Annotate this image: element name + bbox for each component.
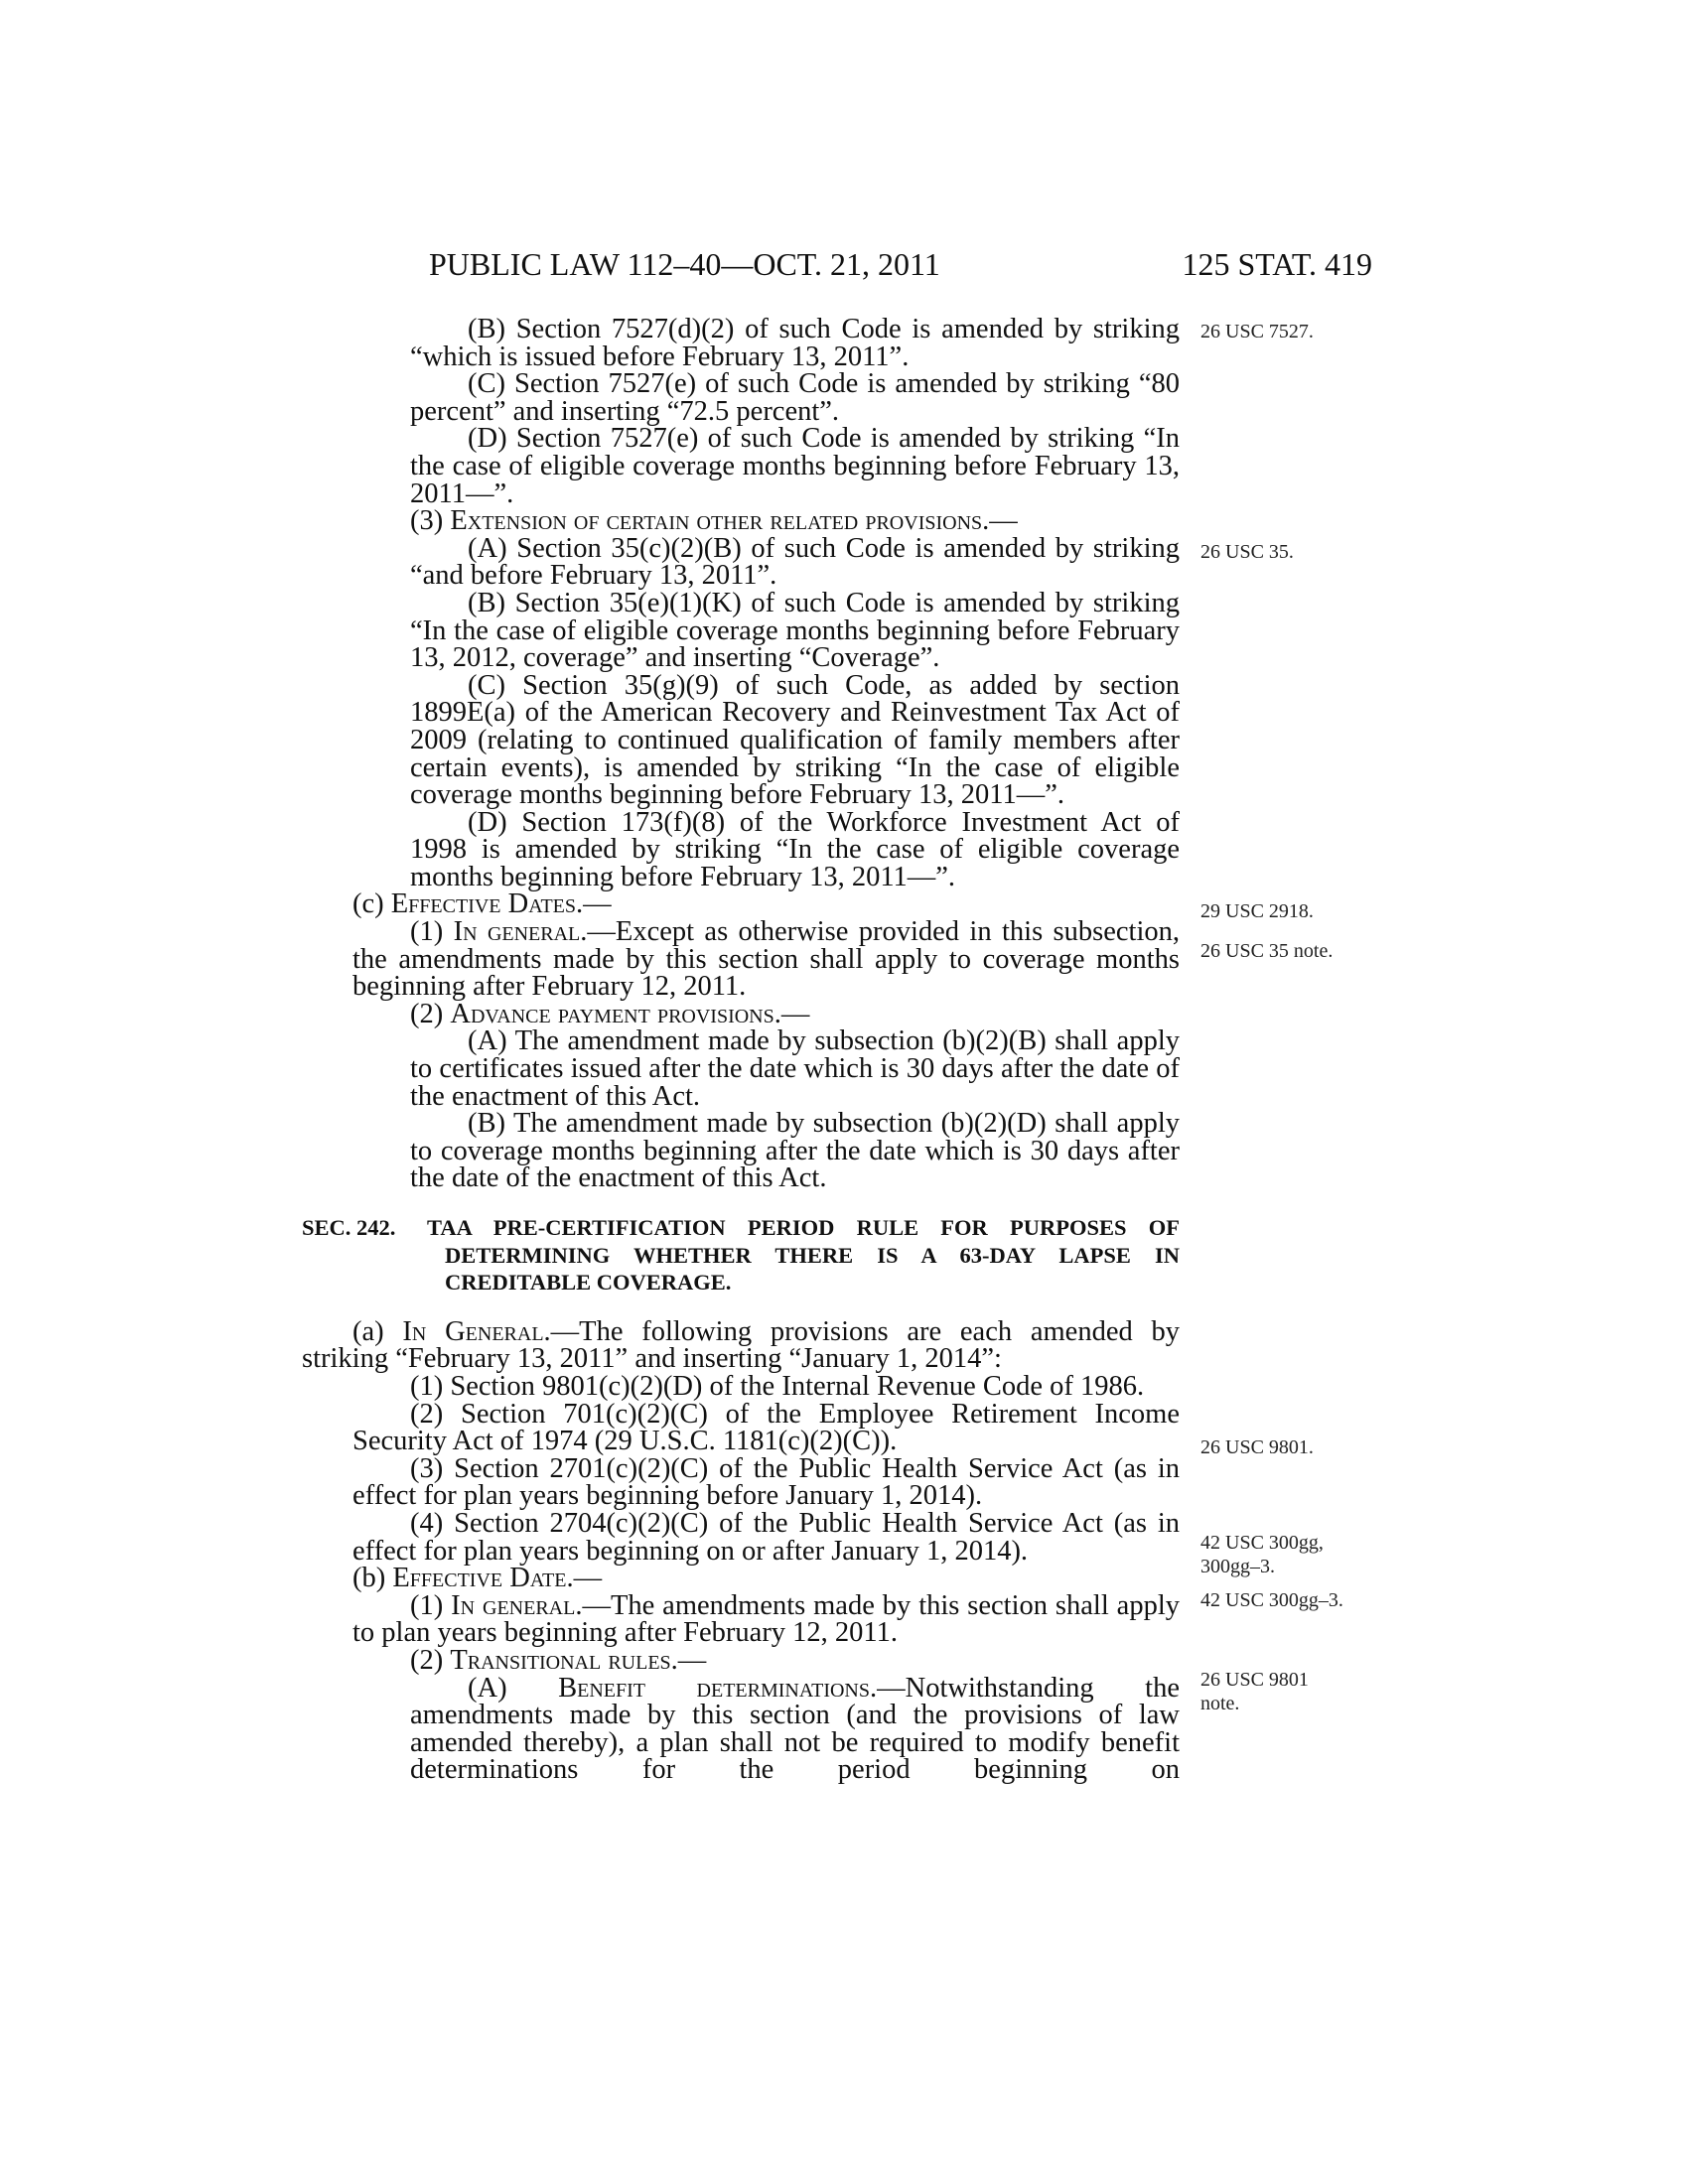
margin-note-26-usc-9801-note: 26 USC 9801 [1200, 1669, 1309, 1691]
margin-note-26-usc-35-note: 26 USC 35 note. [1200, 940, 1334, 962]
paragraph-242-1: (1) Section 9801(c)(2)(D) of the Internal Revenue Code of 1986. [410, 1370, 1145, 1402]
heading-advance-payment [352, 998, 1180, 1029]
margin-note-42-usc-300gg: 42 USC 300gg, [1200, 1532, 1324, 1554]
paragraph-advance-a: (A) The amendment made by subsection (b)(2)(B) shall apply to certificates issued after the date which is 30 days after the date of the enactment of this Act. [410, 1025, 1180, 1112]
paragraph-heading: In general [453, 916, 581, 948]
paragraph-heading: In general [451, 1589, 576, 1621]
heading-number: (2) [410, 998, 451, 1029]
public-law-citation: PUBLIC LAW 112–40—OCT. 21, 2011 [429, 246, 940, 282]
paragraph-advance-b: (B) The amendment made by subsection (b)(2)(D) shall apply to coverage months beginning after the date which is 30 days after the date of the enactment of this Act. [410, 1108, 1180, 1194]
heading-number: (3) [410, 505, 451, 537]
heading-label: Effective Dates [390, 888, 577, 920]
paragraph-heading: In General [402, 1315, 544, 1347]
section-heading-line-1 [302, 1214, 1180, 1242]
paragraph-242-in-general [352, 1589, 1180, 1649]
paragraph-text: .—Except as otherwise provided in this subsection, the amendments made by this section shall apply to coverage months beginning after February 12, 2011. [352, 916, 1181, 1003]
paragraph-heading: Benefit determinations [558, 1672, 870, 1704]
paragraph-benefit-determinations [410, 1672, 1180, 1786]
document-body [0, 316, 1688, 1784]
section-title-line-1: TAA PRE-CERTIFICATION PERIOD RULE FOR PURPOSES OF [427, 1215, 1180, 1240]
heading-transitional-rules [410, 1644, 1180, 1676]
paragraph-b-7527d: (B) Section 7527(d)(2) of such Code is amended by striking “which is issued before February 13, 2011”. [410, 314, 1180, 372]
heading-label: Effective Date [392, 1563, 567, 1594]
heading-dash: .— [982, 505, 1018, 537]
paragraph-b-35e: (B) Section 35(e)(1)(K) of such Code is amended by striking “In the case of eligible coverage months beginning before February 13, 2012, coverage” and inserting “Coverage”. [410, 587, 1180, 674]
paragraph-number: (A) [468, 1672, 559, 1704]
margin-note-note: note. [1200, 1693, 1240, 1714]
paragraph-242-4: (4) Section 2704(c)(2)(C) of the Public Health Service Act (as in effect for plan years beginning on or after January 1, 2014). [352, 1507, 1180, 1567]
margin-note-26-usc-7527: 26 USC 7527. [1200, 321, 1314, 342]
section-number: SEC. 242. [302, 1215, 396, 1240]
paragraph-text: .—The amendments made by this section shall apply to plan years beginning after February 12, 2011. [352, 1589, 1180, 1649]
paragraph-in-general-242 [302, 1315, 1180, 1375]
heading-label: Extension of certain other related provisions [450, 505, 983, 537]
heading-number: (b) [352, 1563, 393, 1594]
margin-note-26-usc-9801: 26 USC 9801. [1200, 1436, 1314, 1458]
heading-extension-provisions [410, 507, 1180, 535]
running-header [429, 246, 1372, 286]
statute-page-number: 125 STAT. 419 [1182, 246, 1372, 282]
paragraph-242-2: (2) Section 701(c)(2)(C) of the Employee Retirement Income Security Act of 1974 (29 U.S.C. 1181(c)(2)(C)). [352, 1398, 1180, 1457]
heading-dash: .— [774, 998, 810, 1029]
heading-effective-dates [352, 890, 1180, 918]
paragraph-text: .—Notwithstanding the amendments made by this section (and the provisions of law amended thereby), a plan shall not be required to modify benefit determinations for the period beginning on [410, 1672, 1180, 1786]
heading-dash: .— [566, 1563, 603, 1594]
margin-note-300gg-3: 300gg–3. [1200, 1556, 1275, 1577]
section-title-line-2: DETERMINING WHETHER THERE IS A 63-DAY LAPSE IN [445, 1242, 1180, 1268]
paragraph-d-173: (D) Section 173(f)(8) of the Workforce Investment Act of 1998 is amended by striking “In the case of eligible coverage months beginning before February 13, 2011—”. [410, 806, 1180, 892]
margin-note-42-usc-300gg-3: 42 USC 300gg–3. [1200, 1589, 1343, 1611]
heading-number: (2) [410, 1644, 451, 1676]
paragraph-242-3: (3) Section 2701(c)(2)(C) of the Public Health Service Act (as in effect for plan years beginning before January 1, 2014). [352, 1452, 1180, 1512]
heading-effective-date [352, 1565, 1180, 1592]
heading-dash: .— [670, 1644, 707, 1676]
heading-label: Advance payment provisions [450, 998, 774, 1029]
paragraph-a-35c: (A) Section 35(c)(2)(B) of such Code is amended by striking “and before February 13, 2011”. [410, 532, 1180, 592]
heading-dash: .— [576, 888, 612, 920]
section-heading [302, 1214, 1180, 1297]
margin-note-29-usc-2918: 29 USC 2918. [1200, 900, 1314, 922]
heading-label: Transitional rules [450, 1644, 671, 1676]
paragraph-number: (a) [352, 1315, 403, 1347]
paragraph-in-general [352, 918, 1180, 1001]
heading-number: (c) [352, 888, 391, 920]
paragraph-c-7527e: (C) Section 7527(e) of such Code is amended by striking “80 percent” and inserting “72.5 percent”. [410, 368, 1180, 427]
paragraph-c-35g: (C) Section 35(g)(9) of such Code, as added by section 1899E(a) of the American Recovery and Reinvestment Tax Act of 2009 (relating to continued qualification of family members after certain events), is amended by striking “In the case of eligible coverage months beginning before February 13, 2011—”. [410, 669, 1180, 811]
section-title-line-3: CREDITABLE COVERAGE. [445, 1270, 732, 1296]
margin-note-26-usc-35: 26 USC 35. [1200, 541, 1294, 563]
paragraph-number: (1) [410, 1589, 452, 1621]
paragraph-text: .—The following provisions are each amended by striking “February 13, 2011” and inserting “January 1, 2014”: [302, 1315, 1180, 1375]
paragraph-number: (1) [410, 916, 454, 948]
paragraph-d-7527e: (D) Section 7527(e) of such Code is amended by striking “In the case of eligible coverage months beginning before February 13, 2011—”. [410, 423, 1180, 509]
